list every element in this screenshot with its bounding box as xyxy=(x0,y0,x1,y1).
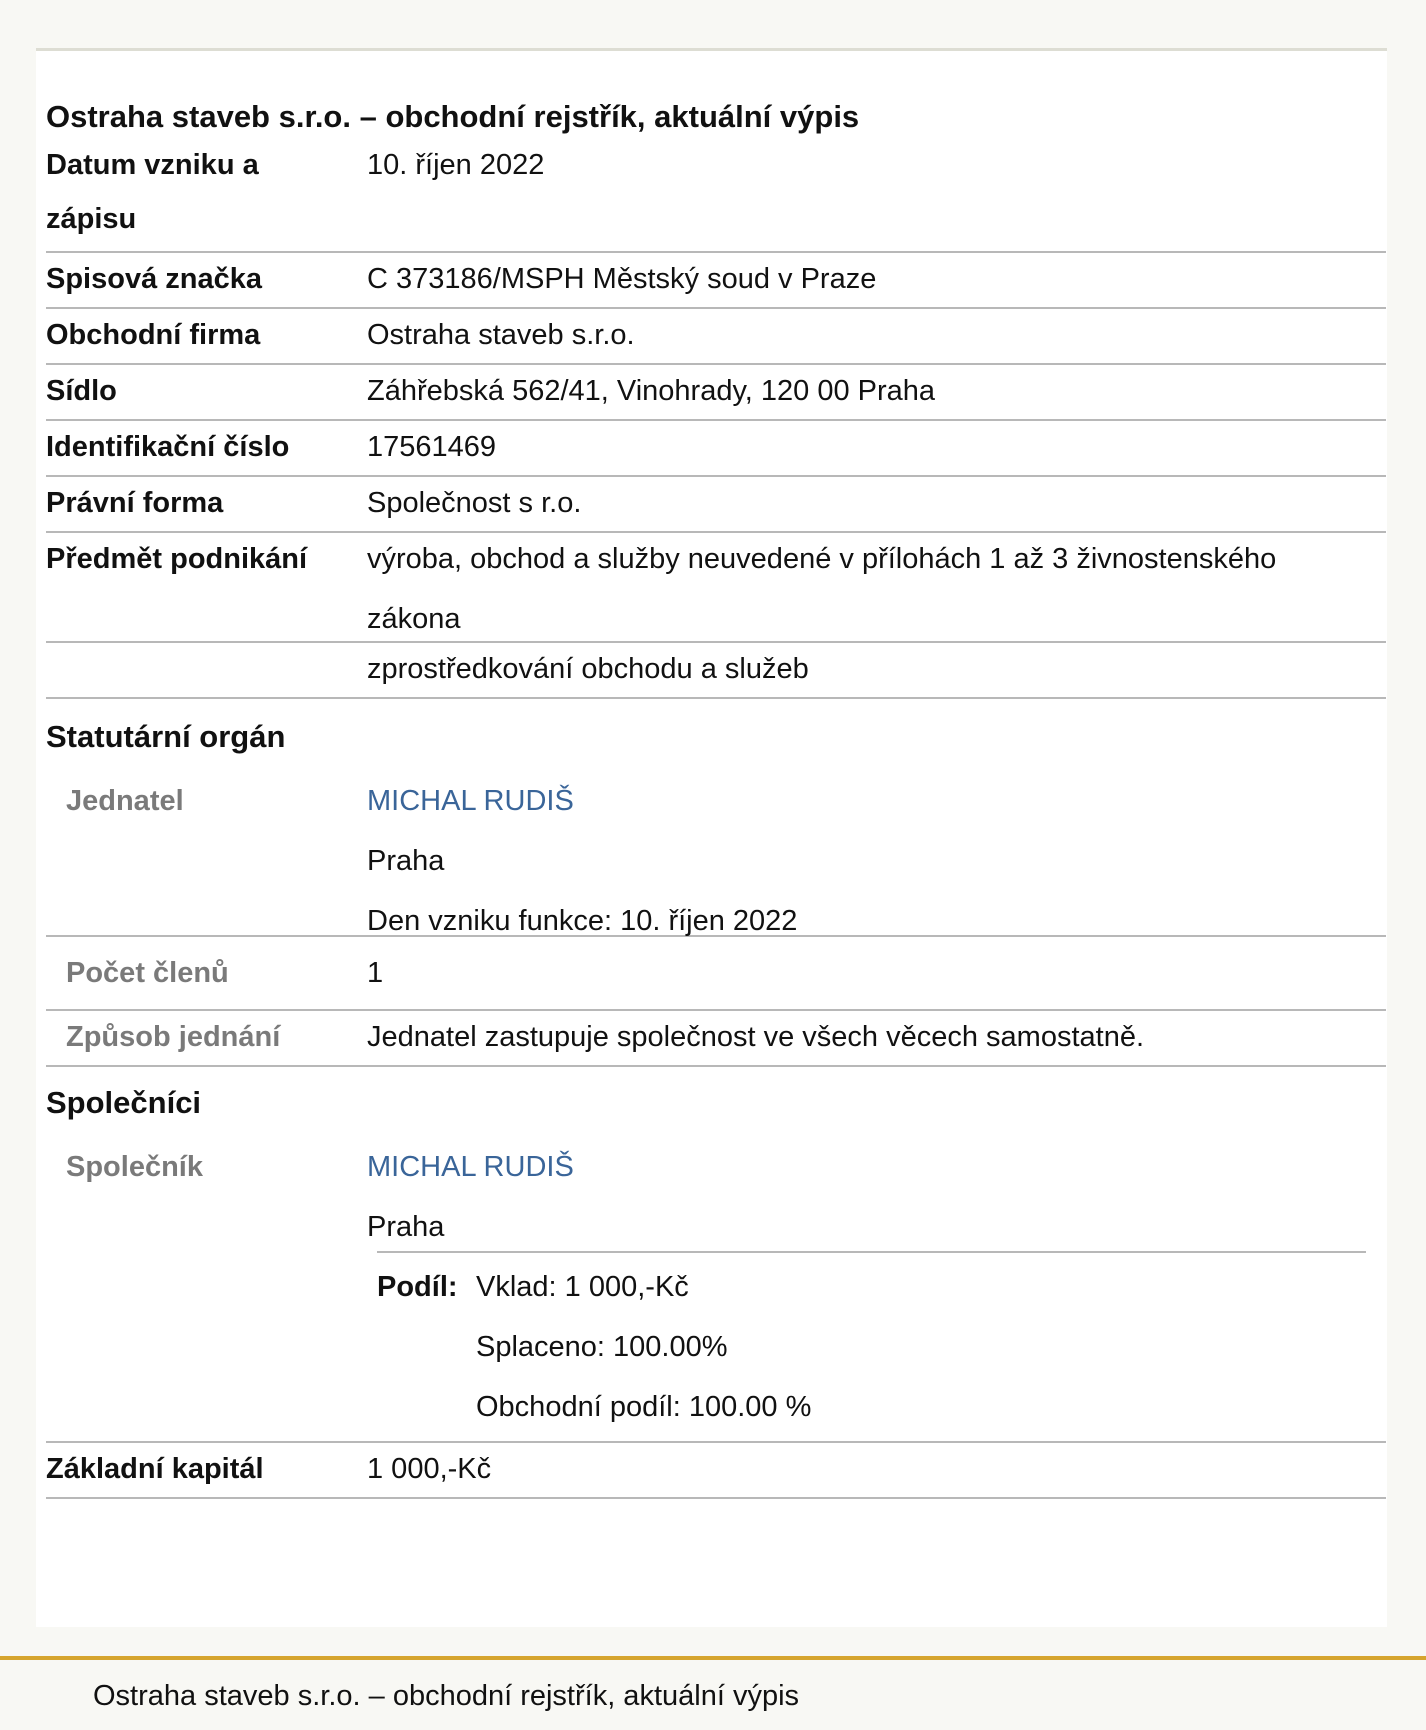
person-city: Praha xyxy=(367,845,445,877)
field-value: Společnost s r.o. xyxy=(367,487,582,519)
role-label: Jednatel xyxy=(66,785,184,817)
field-label: Spisová značka xyxy=(46,263,262,295)
share-deposit: Vklad: 1 000,-Kč xyxy=(476,1271,689,1303)
field-label: Předmět podnikání xyxy=(46,543,308,575)
field-label: Způsob jednání xyxy=(66,1021,281,1053)
row-acting-method xyxy=(46,1011,1386,1067)
share-label: Podíl: xyxy=(377,1271,458,1303)
function-start-date: Den vzniku funkce: 10. říjen 2022 xyxy=(367,905,798,937)
person-block xyxy=(367,771,797,951)
row-id-number xyxy=(46,421,1386,477)
share-paid: Splaceno: 100.00% xyxy=(476,1331,728,1363)
field-value: Záhřebská 562/41, Vinohrady, 120 00 Praha xyxy=(367,375,936,407)
field-value: 17561469 xyxy=(367,431,497,463)
field-value: C 373186/MSPH Městský soud v Praze xyxy=(367,263,877,295)
row-company-name xyxy=(46,309,1386,365)
person-name-link[interactable]: MICHAL RUDIŠ xyxy=(367,1151,574,1183)
field-label: Sídlo xyxy=(46,375,117,407)
person-name-link[interactable]: MICHAL RUDIŠ xyxy=(367,785,574,817)
field-label: Obchodní firma xyxy=(46,319,261,351)
person-block xyxy=(367,1137,574,1257)
row-managing-director xyxy=(46,771,1386,937)
register-extract-card xyxy=(36,48,1387,1627)
footer-caption: Ostraha staveb s.r.o. – obchodní rejstřík, aktuální výpis xyxy=(93,1680,800,1712)
field-label: Identifikační číslo xyxy=(46,431,290,463)
row-member-count xyxy=(46,937,1386,1011)
row-registered-capital xyxy=(46,1443,1386,1499)
share-divider xyxy=(377,1251,1366,1253)
field-label: Základní kapitál xyxy=(46,1453,264,1485)
field-label: Právní forma xyxy=(46,487,224,519)
share-details xyxy=(476,1257,811,1437)
business-item: výroba, obchod a služby neuvedené v přílohách 1 až 3 živnostenského xyxy=(367,543,1277,575)
field-value: Ostraha staveb s.r.o. xyxy=(367,319,635,351)
field-value xyxy=(367,529,1276,649)
field-value: 10. říjen 2022 xyxy=(367,149,545,181)
field-label: Datum vzniku a zápisu xyxy=(46,149,259,235)
business-item-continued: zákona xyxy=(367,603,461,635)
person-city: Praha xyxy=(367,1211,445,1243)
share-business: Obchodní podíl: 100.00 % xyxy=(476,1391,812,1423)
business-item: zprostředkování obchodu a služeb xyxy=(367,653,809,685)
row-file-number xyxy=(46,253,1386,309)
row-business-activity xyxy=(46,533,1386,643)
row-partner xyxy=(46,1137,1386,1443)
row-date-of-origin xyxy=(46,135,1386,253)
section-heading-statutory: Statutární orgán xyxy=(46,719,286,754)
row-registered-office xyxy=(46,365,1386,421)
field-value: 1 xyxy=(367,957,384,989)
section-heading-partners: Společníci xyxy=(46,1085,202,1120)
field-label: Počet členů xyxy=(66,957,229,989)
role-label: Společník xyxy=(66,1151,203,1183)
document-title: Ostraha staveb s.r.o. – obchodní rejstřík, aktuální výpis xyxy=(46,99,860,134)
row-business-activity-2 xyxy=(46,643,1386,699)
field-value: 1 000,-Kč xyxy=(367,1453,492,1485)
footer-divider xyxy=(0,1656,1426,1660)
field-value: Jednatel zastupuje společnost ve všech věcech samostatně. xyxy=(367,1021,1145,1053)
row-legal-form xyxy=(46,477,1386,533)
